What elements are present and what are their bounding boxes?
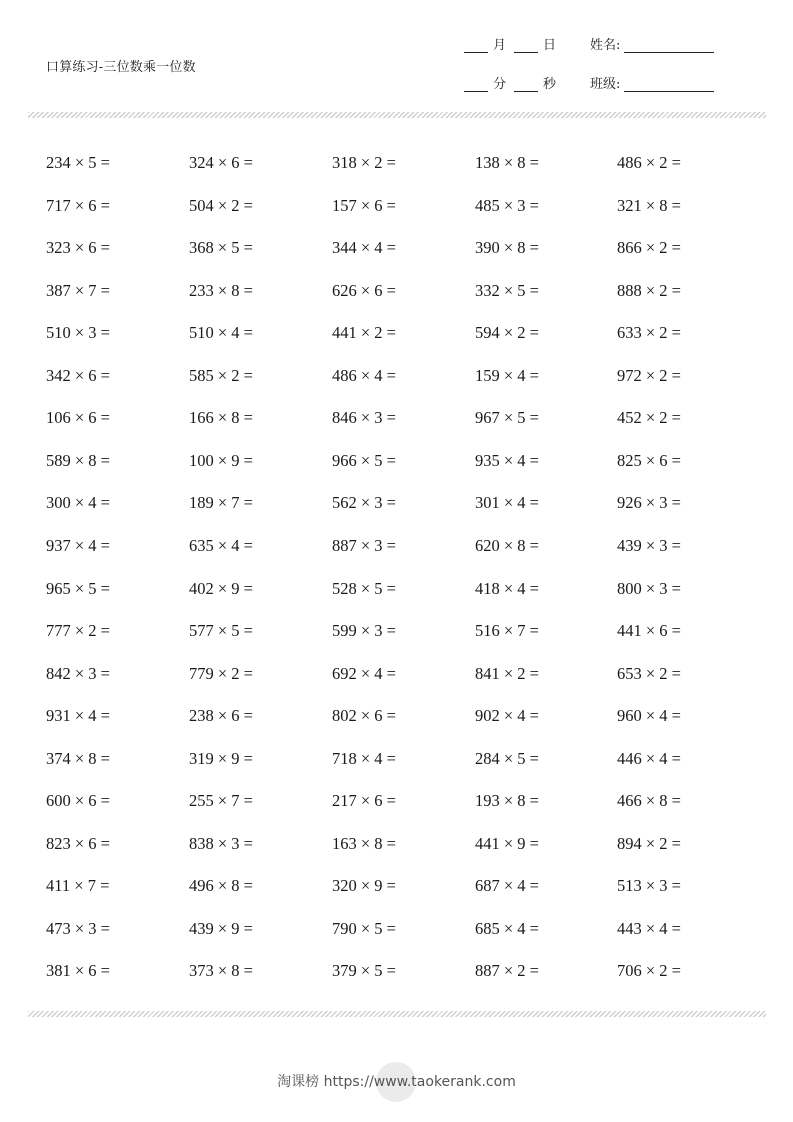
problem-item: 717 × 6 = (46, 195, 110, 215)
problem-item: 562 × 3 = (332, 493, 396, 513)
problem-item: 838 × 3 = (189, 833, 253, 853)
name-label: 姓名: (590, 38, 621, 53)
problem-item: 841 × 2 = (475, 663, 539, 683)
problem-item: 381 × 6 = (46, 961, 110, 981)
problem-item: 373 × 8 = (189, 961, 253, 981)
problem-item: 486 × 4 = (332, 365, 396, 385)
problem-item: 692 × 4 = (332, 663, 396, 683)
problem-item: 319 × 9 = (189, 748, 253, 768)
problem-item: 825 × 6 = (617, 450, 681, 470)
problem-item: 452 × 2 = (617, 408, 681, 428)
problem-item: 320 × 9 = (332, 876, 396, 896)
problem-item: 926 × 3 = (617, 493, 681, 513)
problem-item: 966 × 5 = (332, 450, 396, 470)
problem-item: 965 × 5 = (46, 578, 110, 598)
problem-item: 255 × 7 = (189, 791, 253, 811)
problem-item: 496 × 8 = (189, 876, 253, 896)
problem-item: 887 × 2 = (475, 961, 539, 981)
problem-item: 585 × 2 = (189, 365, 253, 385)
problem-item: 633 × 2 = (617, 323, 681, 343)
problem-item: 402 × 9 = (189, 578, 253, 598)
problem-item: 100 × 9 = (189, 450, 253, 470)
problem-item: 802 × 6 = (332, 706, 396, 726)
problem-item: 441 × 6 = (617, 621, 681, 641)
problem-item: 233 × 8 = (189, 280, 253, 300)
problem-item: 718 × 4 = (332, 748, 396, 768)
problem-item: 846 × 3 = (332, 408, 396, 428)
problem-item: 510 × 3 = (46, 323, 110, 343)
problem-item: 443 × 4 = (617, 918, 681, 938)
problem-item: 193 × 8 = (475, 791, 539, 811)
problem-item: 504 × 2 = (189, 195, 253, 215)
problem-item: 967 × 5 = (475, 408, 539, 428)
problem-item: 441 × 9 = (475, 833, 539, 853)
problem-item: 972 × 2 = (617, 365, 681, 385)
problem-item: 374 × 8 = (46, 748, 110, 768)
problem-item: 777 × 2 = (46, 621, 110, 641)
problem-item: 600 × 6 = (46, 791, 110, 811)
problem-item: 217 × 6 = (332, 791, 396, 811)
problem-item: 387 × 7 = (46, 280, 110, 300)
problem-item: 163 × 8 = (332, 833, 396, 853)
problem-item: 323 × 6 = (46, 238, 110, 258)
problem-item: 324 × 6 = (189, 153, 253, 172)
problem-item: 439 × 9 = (189, 918, 253, 938)
problem-item: 902 × 4 = (475, 706, 539, 726)
problem-item: 800 × 3 = (617, 578, 681, 598)
problem-item: 321 × 8 = (617, 195, 681, 215)
problem-item: 620 × 8 = (475, 535, 539, 555)
problem-item: 516 × 7 = (475, 621, 539, 641)
problem-item: 685 × 4 = (475, 918, 539, 938)
problem-item: 687 × 4 = (475, 876, 539, 896)
problem-item: 653 × 2 = (617, 663, 681, 683)
problem-item: 301 × 4 = (475, 493, 539, 513)
footer-url[interactable]: 淘课榜 https://www.taokerank.com (277, 1074, 516, 1090)
problem-item: 159 × 4 = (475, 365, 539, 385)
problem-item: 823 × 6 = (46, 833, 110, 853)
problem-item: 894 × 2 = (617, 833, 681, 853)
problem-item: 589 × 8 = (46, 450, 110, 470)
problem-item: 594 × 2 = (475, 323, 539, 343)
problem-item: 300 × 4 = (46, 493, 110, 513)
problem-item: 842 × 3 = (46, 663, 110, 683)
problem-item: 138 × 8 = (475, 153, 539, 172)
problem-item: 513 × 3 = (617, 876, 681, 896)
problem-item: 234 × 5 = (46, 153, 110, 172)
problem-item: 486 × 2 = (617, 153, 681, 172)
problem-item: 935 × 4 = (475, 450, 539, 470)
minute-label: 分 (493, 77, 507, 92)
problem-item: 790 × 5 = (332, 918, 396, 938)
problem-item: 318 × 2 = (332, 153, 396, 172)
problem-item: 418 × 4 = (475, 578, 539, 598)
problem-item: 106 × 6 = (46, 408, 110, 428)
problem-item: 466 × 8 = (617, 791, 681, 811)
problem-item: 166 × 8 = (189, 408, 253, 428)
problem-item: 379 × 5 = (332, 961, 396, 981)
month-label: 月 (493, 38, 507, 53)
day-label: 日 (543, 38, 557, 53)
problem-item: 473 × 3 = (46, 918, 110, 938)
problem-item: 344 × 4 = (332, 238, 396, 258)
second-label: 秒 (543, 77, 557, 92)
problem-item: 157 × 6 = (332, 195, 396, 215)
problem-item: 238 × 6 = (189, 706, 253, 726)
problem-item: 866 × 2 = (617, 238, 681, 258)
problem-item: 446 × 4 = (617, 748, 681, 768)
problem-item: 485 × 3 = (475, 195, 539, 215)
problem-item: 937 × 4 = (46, 535, 110, 555)
problem-item: 528 × 5 = (332, 578, 396, 598)
problem-item: 706 × 2 = (617, 961, 681, 981)
problem-item: 411 × 7 = (46, 876, 110, 896)
problem-item: 441 × 2 = (332, 323, 396, 343)
problem-item: 577 × 5 = (189, 621, 253, 641)
problem-item: 599 × 3 = (332, 621, 396, 641)
problem-item: 779 × 2 = (189, 663, 253, 683)
problem-item: 931 × 4 = (46, 706, 110, 726)
problem-item: 626 × 6 = (332, 280, 396, 300)
problem-item: 284 × 5 = (475, 748, 539, 768)
problem-item: 439 × 3 = (617, 535, 681, 555)
class-label: 班级: (590, 77, 621, 92)
bottom-divider (28, 1011, 766, 1017)
problem-item: 635 × 4 = (189, 535, 253, 555)
problem-item: 887 × 3 = (332, 535, 396, 555)
problem-item: 960 × 4 = (617, 706, 681, 726)
problem-item: 342 × 6 = (46, 365, 110, 385)
problem-item: 510 × 4 = (189, 323, 253, 343)
problem-item: 368 × 5 = (189, 238, 253, 258)
worksheet-title: 口算练习-三位数乘一位数 (46, 60, 196, 75)
problem-item: 189 × 7 = (189, 493, 253, 513)
problem-item: 888 × 2 = (617, 280, 681, 300)
problem-item: 332 × 5 = (475, 280, 539, 300)
problem-item: 390 × 8 = (475, 238, 539, 258)
